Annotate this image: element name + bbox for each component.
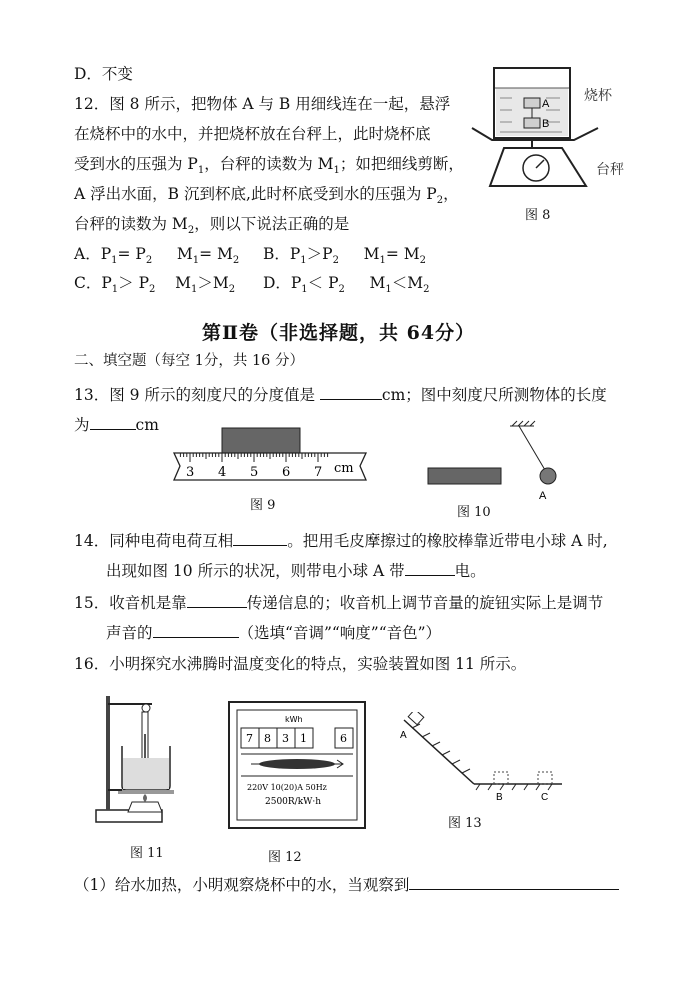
ruler-tick-label: 7 [314,465,323,480]
ruler-tick-label: 3 [186,465,195,480]
ruler-unit: cm [334,461,354,476]
point-c-label: C [541,792,549,803]
label-a: A [542,98,550,110]
subscript: 1 [197,165,205,177]
charged-ball [540,468,556,484]
object-a [524,98,540,108]
q12-line-4 [74,184,459,211]
figure-9-ruler [168,424,372,486]
meter-disc [259,759,335,769]
subscript: 1 [192,255,200,267]
subscript: 2 [419,255,427,267]
figure-10-caption: 图 10 [457,505,491,520]
figure-11-boiling-setup [92,690,188,830]
subscript: 2 [338,284,345,296]
subscript: 1 [301,284,308,296]
q13-line-1 [74,384,607,405]
subscript: 1 [300,255,307,267]
subscript: 1 [379,255,386,267]
figure-12-electric-meter [227,700,367,830]
ceiling-hatch [510,421,535,426]
option-c-mrel: ＞M [197,274,229,292]
q15-line-1-a: 15．收音机是靠 [74,594,187,612]
label-b: B [542,118,550,130]
string [519,426,545,470]
subscript: 2 [187,225,195,237]
q12-option-a [74,244,244,271]
subscript: 1 [111,255,118,267]
subscript: 2 [149,284,156,296]
q13-blank-2[interactable] [90,414,136,430]
option-b-m: M [363,245,380,263]
option-b-p: B．P [262,245,301,263]
q13-line-2-b: cm [135,416,159,434]
option-d-mrel: ＜M [391,274,424,292]
point-b-label: B [496,792,503,803]
block-c-dashed [538,772,552,784]
subscript: 1 [111,284,119,296]
q16-sub-1 [74,874,619,895]
q14-blank-2[interactable] [405,560,455,576]
section-2-subtitle: 二、填空题（每空 1分，共 16 分） [74,353,305,369]
figure-12-caption: 图 12 [268,850,302,865]
q14-line-2 [106,560,486,581]
subscript: 1 [385,284,392,296]
q14-line-1-b: 。把用毛皮摩擦过的橡胶棒靠近带电小球 A 时, [287,532,608,550]
q12-line-4-start: A 浮出水面，B 沉到杯底,此时杯底受到水的压强为 P [74,185,437,203]
subscript: 2 [332,255,339,267]
water [123,758,169,789]
subscript: 2 [436,195,444,207]
option-a-p: A．P [74,245,112,263]
q15-line-1-b: 传递信息的；收音机上调节音量的旋钮实际上是调节 [246,594,604,612]
ruler-tick-label: 5 [250,465,259,480]
meter-digit-boxes [241,728,353,748]
figure-8-beaker-scale [462,62,642,212]
q12-options-cd [74,273,430,300]
meter-spec: 220V 10(20)A 50Hz [247,783,327,792]
q12-line-3-end: ；如把细线剪断， [339,155,464,173]
ruler-tick-label: 4 [218,465,227,480]
wire-gauze [118,790,174,794]
q12-line-5-start: 台秤的读数为 M [74,215,188,233]
subscript: 2 [228,284,236,296]
subscript: 1 [191,284,198,296]
q12-options-ab [74,244,426,271]
option-d-m: M [369,274,386,292]
q14-line-2-b: 电。 [454,562,486,580]
meter-rate: 2500R/kW·h [265,797,322,807]
subscript: 2 [232,255,240,267]
q12-line-1: 12．图 8 所示，把物体 A 与 B 用细线连在一起，悬浮 [74,95,451,113]
q12-line-4-end: ， [443,185,459,203]
q15-blank-1[interactable] [187,592,247,608]
subscript: 1 [333,165,340,177]
option-a-m: M [176,245,193,263]
block-a [408,712,424,725]
option-c-rel: ＞ P [118,274,150,292]
meter-unit: kWh [285,715,303,724]
q12-line-3 [74,154,464,181]
q14-blank-1[interactable] [233,530,287,546]
ball-label: A [539,490,547,500]
clamp-knob [142,704,150,712]
figure-10-rod-ball [424,420,574,500]
q15-line-2-a: 声音的 [106,624,153,642]
q12-line-2: 在烧杯中的水中，并把烧杯放在台秤上，此时烧杯底 [74,125,431,143]
figure-13-caption: 图 13 [448,816,482,831]
meter-digit: 6 [340,732,347,745]
q12-option-c [74,273,252,300]
meter-digit: 3 [282,732,289,745]
option-a-mrel: = M [199,245,233,263]
section-2-title: 第Ⅱ卷（非选择题，共 64分） [202,322,476,344]
q13-line-1-b: cm；图中刻度尺所测物体的长度 [381,386,607,404]
figure-11-caption: 图 11 [130,846,164,861]
q15-blank-2[interactable] [153,622,239,638]
q14-line-1 [74,530,608,551]
q16-blank-1[interactable] [409,874,619,890]
q15-line-1 [74,592,603,613]
meter-digit: 8 [264,732,271,745]
measured-object [222,428,300,453]
beaker-label: 烧杯 [584,88,612,104]
option-d-rel: ＜ P [307,274,339,292]
option-b-mrel: = M [385,245,420,263]
floor-hatch [476,784,552,790]
q14-line-1-a: 14．同种电荷电荷互相 [74,532,234,550]
option-b-rel: ＞P [306,245,333,263]
q12-line-3-start: 受到水的压强为 P [74,155,198,173]
meter-digit: 1 [300,732,307,745]
figure-9-caption: 图 9 [250,498,276,513]
object-b [524,118,540,128]
q13-line-2-a: 为 [74,416,90,434]
option-d-p: D．P [262,274,302,292]
subscript: 2 [145,255,153,267]
option-a-rel: = P [117,245,146,263]
q12-line-5 [74,214,349,241]
q12-line-5-end: ，则以下说法正确的是 [194,215,350,233]
q12-line-3-mid: ，台秤的读数为 M [204,155,334,173]
q13-line-2 [74,414,159,435]
subscript: 2 [423,284,430,296]
q15-line-2 [106,622,441,643]
ruler-tick-label: 6 [282,465,291,480]
incline [404,720,474,784]
scale-label: 台秤 [596,162,624,178]
q13-blank-1[interactable] [320,384,382,400]
q14-line-2-a: 出现如图 10 所示的状况，则带电小球 A 带 [106,562,405,580]
option-c-m: M [175,274,191,292]
q13-line-1-a: 13．图 9 所示的刻度尺的分度值是 [74,386,315,404]
incline-hatch [412,724,470,773]
figure-8-caption: 图 8 [525,208,551,223]
option-c-p: C．P [74,274,112,292]
q16-sub-1-text: （1）给水加热，小明观察烧杯中的水，当观察到 [74,876,410,894]
flame [143,794,147,802]
block-b-dashed [494,772,508,784]
alcohol-lamp [128,802,162,812]
q12-option-b [263,244,426,271]
stand-pole [106,696,110,810]
figure-13-incline [394,712,566,812]
point-a-label: A [400,730,407,741]
q15-line-2-b: （选填“音调”“响度”“音色”） [238,624,442,642]
q12-option-d [263,273,430,300]
q16-line-1: 16．小明探究水沸腾时温度变化的特点，实验装置如图 11 所示。 [74,655,527,673]
rubber-rod [428,468,501,484]
q11-option-d: D．不变 [74,65,133,83]
meter-digit: 7 [246,732,253,745]
